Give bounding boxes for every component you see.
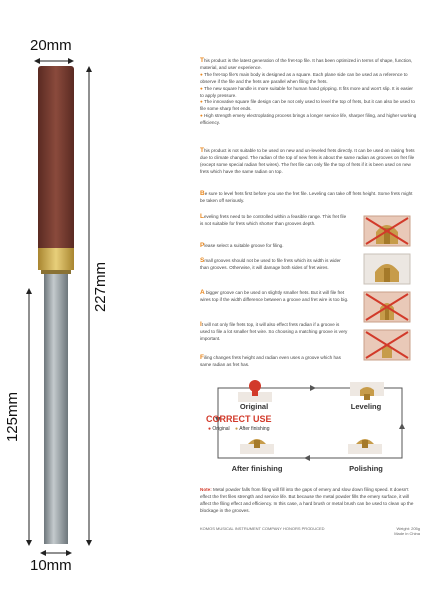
fret-original-icon — [238, 380, 272, 402]
fret-polishing-icon — [348, 439, 382, 454]
fret-after-finishing-icon — [240, 439, 274, 454]
legend-dot-after-icon: ● — [235, 426, 239, 432]
step-5: A bigger groove can be used on slightly smaller frets. But it will file fret wires top if the width difference between a groove and fret wire is too big. — [200, 289, 349, 302]
legend-after-label: After finishing — [239, 426, 270, 432]
groove-correct-icon — [364, 254, 410, 284]
step-6: It will not only file frets top, it will also effect frets radian if a groove is used to file a lot smaller fret wire. So choosing a matching groove is very important. — [200, 321, 349, 341]
step-4: Small grooves should not be used to file frets which its width is wider than grooves. Otherwise, it will damage both sides of fret wires. — [200, 257, 342, 270]
footer — [200, 526, 420, 536]
warning-paragraph: This product is not suitable to be used on new and un-leveled frets directly. It can be used on raising frets due to climate changed. The radian of the top of new frets is about the same radian as grooves on fret file (except some special radian fret wires). The fret file can only file the top of frets if it is been used on new frets which have the same radian on top. — [200, 147, 416, 174]
correct-use-heading: CORRECT USE — [206, 414, 272, 424]
flow-label-polishing: Polishing — [349, 464, 383, 473]
footer-weight: Weight: 205g — [396, 526, 420, 531]
groove-illustrations — [358, 214, 418, 364]
file-tool-illustration — [36, 66, 76, 546]
dimension-total-length: 227mm — [92, 262, 109, 313]
step-1: Be sure to level frets first before you use the fret file. Leveling can take off frets height. Some frets might be taken off seriously. — [200, 190, 414, 203]
note-paragraph: Note: Metal powder falls from filing will fill into the gaps of emery and slow down filing speed. It doesn't effect the fret files strength and service life. But because the metal powder fills the emery surface, it will affect the filing effect and efficiency. In this case, a hard brush or metal brush can be used to clean up the blockage in the grooves. — [200, 487, 415, 513]
legend-dot-original-icon: ● — [208, 426, 212, 432]
groove-wrong-2-icon — [364, 292, 410, 322]
footer-made: Made in China — [394, 531, 420, 536]
dimension-top-width: 20mm — [30, 37, 72, 54]
file-tool — [36, 66, 76, 546]
total-length-arrow — [84, 66, 94, 546]
intro-paragraph: This product is the latest generation of the fret-top file. It has been optimized in terms of shape, function, material, and user experience. — [200, 57, 414, 70]
intro-bullet: ● High strength emery electroplating process brings a longer service life, sharper filing, and higher working efficiency. — [200, 113, 418, 126]
groove-wrong-1-icon — [364, 216, 410, 246]
groove-wrong-3-icon — [364, 330, 410, 360]
fret-leveling-icon — [350, 382, 384, 400]
legend-original-label: Original — [212, 426, 230, 432]
intro-bullet: ● The innovative square file design can be not only used to level the top of frets, but it can also be used to file some sharp fret ends. — [200, 99, 417, 112]
dimension-bottom-width: 10mm — [30, 557, 72, 574]
legend — [208, 426, 270, 432]
footer-meta — [394, 526, 420, 536]
process-flow — [200, 378, 420, 482]
intro-block — [200, 58, 418, 127]
step-3: Please select a suitable groove for filing. — [200, 242, 284, 249]
lower-length-arrow — [24, 288, 34, 546]
flow-label-after-finishing: After finishing — [231, 464, 283, 473]
step-2: Leveling frets need to be controlled within a feasible range. This fret file is not suitable for frets which shorter than grooves depth. — [200, 213, 348, 226]
flow-label-original: Original — [239, 402, 269, 411]
step-7: Filing changes frets height and radian even uses a groove which has same radian as fret has. — [200, 354, 343, 367]
dimension-lower-length: 125mm — [4, 392, 21, 443]
intro-bullet: ● The fret-top file's main body is designed as a square. Each plane side can be used as a reference to observe if the file and the frets are parallel when filing the frets. — [200, 71, 409, 84]
intro-bullet: ● The new square handle is more suitable for human hand gripping. It fits more and won't slip. It is easier to apply pressure. — [200, 85, 415, 98]
flow-label-leveling: Leveling — [350, 402, 382, 411]
footer-company: KOMOS MUSICAL INSTRUMENT COMPANY HONORS PRODUCED — [200, 526, 325, 531]
